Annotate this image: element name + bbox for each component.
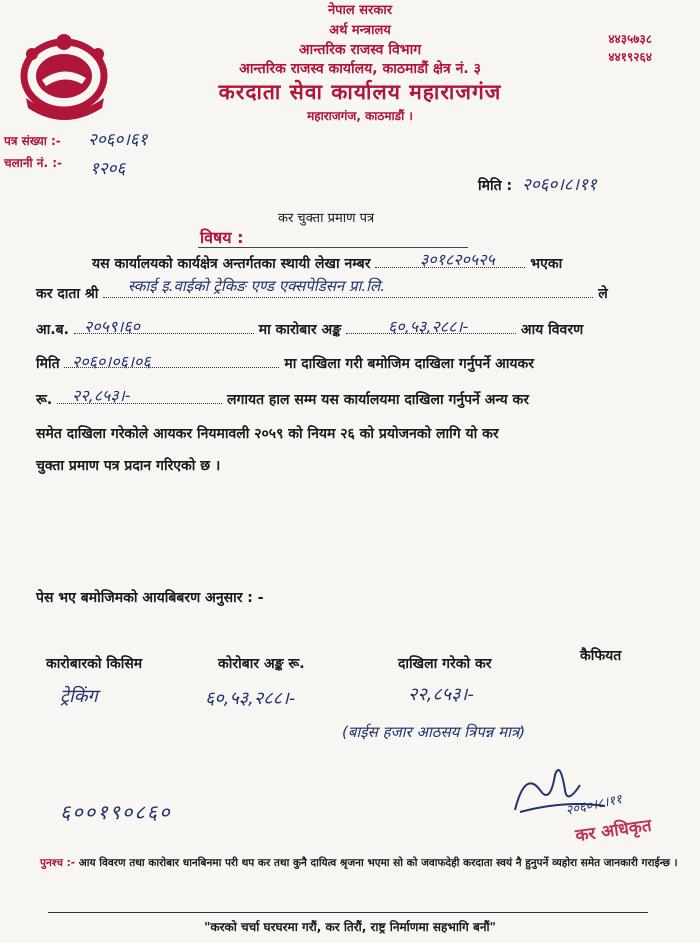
- letter-no-label: पत्र संख्या :-: [4, 134, 61, 148]
- body-line-7: चुक्ता प्रमाण पत्र प्रदान गरिएको छ ।: [36, 458, 221, 474]
- column-header-remarks: कैफियत: [580, 648, 622, 664]
- ministry-name: अर्थ मन्त्रालय: [329, 23, 391, 38]
- body-line-3: आ.ब. मा कारोबार अङ्क आय विवरण: [36, 322, 584, 338]
- row-business-type: ट्रेकिंग: [60, 686, 98, 707]
- subject-text: कर चुक्ता प्रमाण पत्र: [278, 211, 375, 226]
- turnover-amount: ६०,५३,२८८।-: [388, 317, 469, 336]
- signature-date: २०६०।८।११: [564, 792, 624, 819]
- footer-divider: [48, 912, 648, 913]
- body-line-1: यस कार्यालयको कार्यक्षेत्र अन्तर्गतका स्थायी लेखा नम्बर भएका: [92, 256, 563, 272]
- tax-amount: २२,८५३।-: [72, 386, 131, 405]
- row-tax-paid: २२,८५३।-: [408, 684, 474, 705]
- letter-no-value: २०६०।६१: [88, 130, 148, 150]
- registration-number: ६००१९०८६०: [60, 800, 172, 824]
- taxpayer-name: स्काई इ.वाईको ट्रेकिङ एण्ड एक्सपेडिसन प्रा.लि.: [128, 277, 385, 295]
- row-turnover: ६०,५३,२८८।-: [205, 688, 296, 709]
- column-header-business-type: कारोबारको किसिम: [46, 656, 143, 672]
- officer-stamp: कर अधिकृत: [574, 815, 653, 847]
- office-name: करदाता सेवा कार्यालय महाराजगंज: [218, 80, 502, 104]
- date-value: २०६०।८।११: [522, 175, 597, 195]
- office-address: महाराजगंज, काठमाडौं ।: [307, 109, 413, 123]
- body-line-6: समेत दाखिला गरेकोले आयकर नियमावली २०५९ को नियम २६ को प्रयोजनको लागि यो कर: [36, 426, 499, 442]
- pan-number: ३०१८२०५२५: [420, 250, 495, 269]
- postscript-text: आय विवरण तथा कारोबार धानबिनमा परी थप कर तथा कुनै दायित्व श्रृजना भएमा सो को जवाफदेही करदाता स्वयं नै हुनुपर्ने व्यहोरा समेत जानकारी गराईन्छ ।: [78, 857, 678, 869]
- filing-date: २०६०।०६।०६: [72, 352, 151, 371]
- footer-slogan: "करको चर्चा घरघरमा गरौं, कर तिरौं, राष्ट्र निर्माणमा सहभागि बनौं": [204, 920, 496, 934]
- phone-number: ४४३५७३८: [608, 32, 652, 46]
- office-line: आन्तरिक राजस्व कार्यालय, काठमाडौं क्षेत्र नं. ३: [239, 61, 481, 77]
- phone-number: ४४१९२६४: [608, 50, 652, 64]
- government-name: नेपाल सरकार: [327, 3, 393, 18]
- postscript-label: पुनश्च :-: [40, 857, 76, 869]
- summary-heading: पेस भए बमोजिमको आयबिबरण अनुसार : -: [36, 590, 264, 606]
- department-name: आन्तरिक राजस्व विभाग: [298, 42, 422, 58]
- row-remark: (बाईस हजार आठसय त्रिपन्न मात्र): [342, 723, 526, 741]
- column-header-tax-paid: दाखिला गरेको कर: [398, 656, 492, 672]
- column-header-turnover: कोरोबार अङ्क रू.: [218, 656, 305, 672]
- dispatch-no-label: चलानी नं. :-: [4, 156, 62, 170]
- body-line-5: रू. लगायत हाल सम्म यस कार्यालयमा दाखिला गर्नुपर्ने अन्य कर: [36, 392, 529, 408]
- dispatch-no-value: १२०६: [90, 159, 126, 179]
- phone-numbers: [608, 30, 652, 66]
- postscript-note: [40, 855, 680, 872]
- body-line-4: मिति मा दाखिला गरी बमोजिम दाखिला गर्नुपर्ने आयकर: [36, 356, 535, 372]
- body-line-2: कर दाता श्री ले: [36, 286, 608, 302]
- date-label: मिति :: [478, 178, 513, 194]
- subject-label: विषय :: [200, 228, 244, 247]
- fiscal-year: २०५९।६०: [84, 317, 140, 336]
